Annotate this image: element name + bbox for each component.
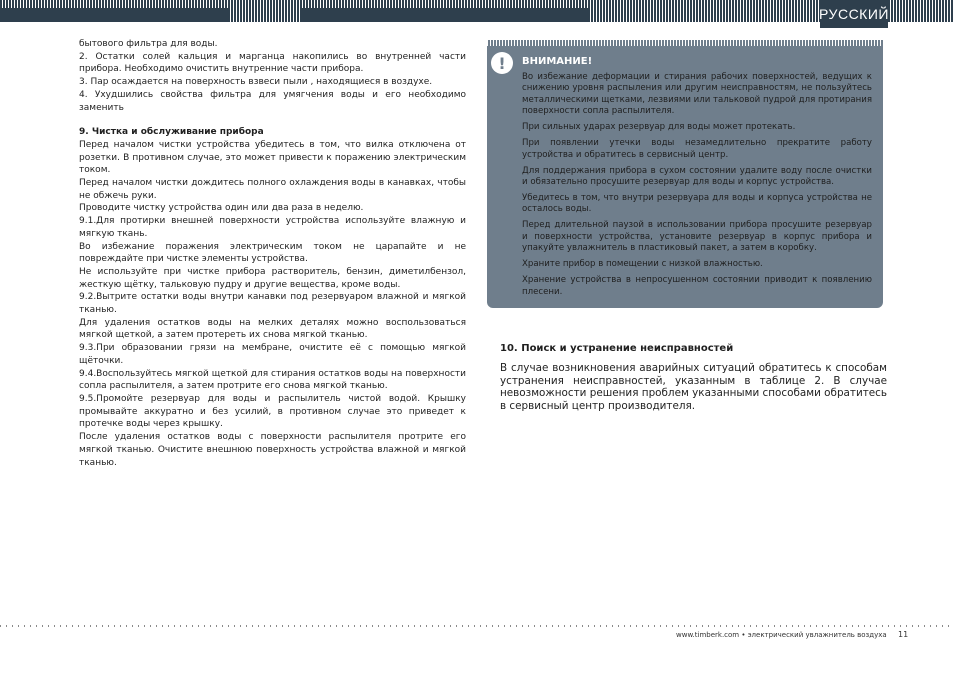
warning-item: Для поддержания прибора в сухом состоянии удалите воду после очистки и обязательно просушите резервуар для воды и корпус устройства. bbox=[522, 165, 872, 188]
warning-item: Хранение устройства в непросушенном состоянии приводит к появлению плесени. bbox=[522, 275, 872, 297]
warning-title: ВНИМАНИЕ! bbox=[522, 56, 593, 67]
paragraph: 9.2.Вытрите остатки воды внутри канавки под резервуаром влажной и мягкой тканью. bbox=[79, 292, 466, 316]
warning-list bbox=[522, 72, 872, 303]
footer-dotted-rule bbox=[0, 625, 954, 627]
paragraph: 9.1.Для протирки внешней поверхности устройства используйте влажную и мягкую ткань. bbox=[79, 216, 466, 239]
paragraph: Во избежание поражения электрическим током не царапайте и не повреждайте при чистке элементы устройства. bbox=[79, 241, 466, 265]
warning-item: При появлении утечки воды незамедлительно прекратите работу устройства и обратитесь в сервисный центр. bbox=[522, 138, 872, 160]
section-9-title: 9. Чистка и обслуживание прибора bbox=[79, 127, 264, 138]
warning-box-ticks bbox=[487, 40, 883, 46]
section-10-body: В случае возникновения аварийных ситуаций обратитесь к способам устранения неисправностей, указанным в таблице 2. В случае невозможности решения проблем указанными способами обратитесь в сервисный центр производителя. bbox=[500, 362, 887, 412]
paragraph: 9.4.Воспользуйтесь мягкой щеткой для стирания остатков воды на поверхности сопла распылителя, а затем протрите его снова мягкой тканью. bbox=[79, 368, 466, 392]
paragraph: 9.5.Промойте резервуар для воды и распылитель чистой водой. Крышку промывайте аккуратно и без усилий, в противном случае это приведет к протечке воды через крышку. bbox=[79, 393, 466, 430]
warning-item: Убедитесь в том, что внутри резервуара для воды и корпуса устройства не осталось воды. bbox=[522, 193, 872, 215]
footer-text: www.timberk.com • электрический увлажнитель воздуха bbox=[676, 631, 887, 639]
language-tab: РУССКИЙ bbox=[820, 0, 888, 28]
header-bar bbox=[0, 0, 954, 22]
header-bar-solid-middle bbox=[300, 8, 590, 22]
warning-item: Во избежание деформации и стирания рабочих поверхностей, ведущих к снижению уровня распыления или другим неисправностям, не пользуйтесь металлическими щетками, лезвиями или тальковой пудрой для протирания поверхности сопла распылителя. bbox=[522, 72, 872, 117]
left-column bbox=[79, 38, 466, 469]
spacer bbox=[79, 114, 466, 126]
paragraph: Перед началом чистки устройства убедитесь в том, что вилка отключена от розетки. В противном случае, это может привести к поражению электрическим током. bbox=[79, 139, 466, 176]
paragraph: 9.3.При образовании грязи на мембране, очистите её с помощью мягкой щёточки. bbox=[79, 343, 466, 366]
paragraph: После удаления остатков воды с поверхности распылителя протрите его мягкой тканью. Очистите внешнюю поверхность устройства влажной и мягкой тканью. bbox=[79, 432, 466, 468]
warning-item: Перед длительной паузой в использовании прибора просушите резервуар и поверхности устройства, установите резервуар в корпус прибора и упакуйте увлажнитель в пластиковый пакет, а затем в коробку. bbox=[522, 220, 872, 254]
paragraph: Проводите чистку устройства один или два раза в неделю. bbox=[79, 203, 364, 214]
page-number: 11 bbox=[898, 630, 909, 639]
paragraph: Не используйте при чистке прибора растворитель, бензин, диметилбензол, жесткую щётку, тальковую пудру и другие вещества, кроме воды. bbox=[79, 266, 466, 290]
paragraph: Для удаления остатков воды на мелких деталях можно воспользоваться мягкой щеткой, а затем протереть их снова мягкой тканью. bbox=[79, 317, 466, 341]
exclamation-icon: ! bbox=[491, 52, 513, 74]
paragraph: 2. Остатки солей кальция и марганца накопились во внутренней части прибора. Необходимо очистить внутренние части прибора. bbox=[79, 51, 466, 75]
paragraph: бытового фильтра для воды. bbox=[79, 39, 218, 49]
header-bar-solid-left bbox=[0, 8, 230, 22]
warning-item: Храните прибор в помещении с низкой влажностью. bbox=[522, 259, 763, 270]
paragraph: 4. Ухудшились свойства фильтра для умягчения воды и его необходимо заменить bbox=[79, 89, 466, 113]
paragraph: Перед началом чистки дождитесь полного охлаждения воды в канавках, чтобы не обжечь руки. bbox=[79, 178, 466, 201]
paragraph: 3. Пар осаждается на поверхность взвеси пыли , находящиеся в воздухе. bbox=[79, 77, 433, 88]
warning-item: При сильных ударах резервуар для воды может протекать. bbox=[522, 122, 796, 133]
section-10-title: 10. Поиск и устранение неисправностей bbox=[500, 343, 734, 354]
